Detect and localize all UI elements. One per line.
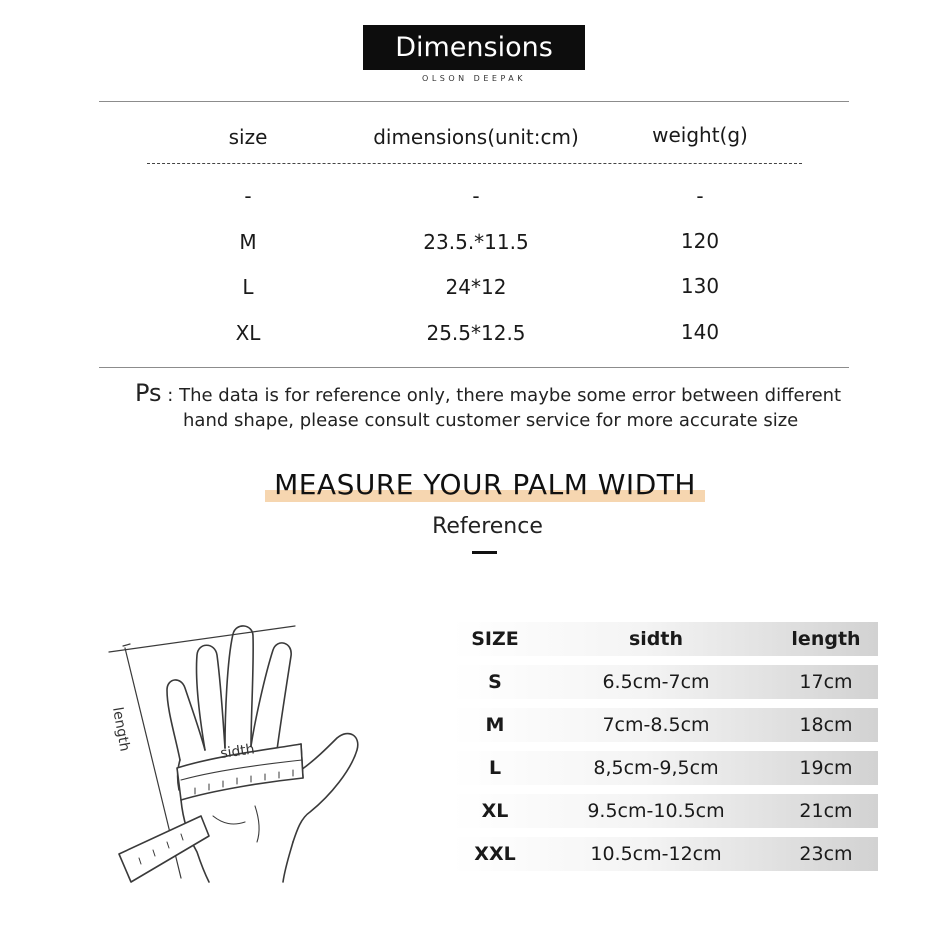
table-cell: 25.5*12.5 (426, 321, 526, 345)
size-cell: XXL (474, 843, 516, 865)
hand-measurement-illustration (105, 620, 375, 890)
size-header: SIZE (471, 628, 519, 650)
width-cell: 6.5cm-7cm (602, 671, 710, 693)
header-dashed-divider (147, 163, 802, 164)
reference-subheading: Reference (432, 514, 543, 539)
brand-name: OLSON DEEPAK (422, 74, 526, 83)
table-cell: M (239, 230, 257, 254)
length-cell: 17cm (799, 671, 853, 693)
size-row (451, 708, 878, 742)
size-row (451, 665, 878, 699)
table-cell: 120 (680, 229, 720, 253)
width-cell: 9.5cm-10.5cm (587, 800, 725, 822)
width-cell: 8,5cm-9,5cm (593, 757, 719, 779)
size-cell: L (488, 757, 502, 779)
table-cell: 140 (680, 320, 720, 344)
size-chart-header (451, 622, 878, 656)
note-line-1: : The data is for reference only, there maybe some error between different (167, 385, 842, 406)
top-divider (99, 101, 849, 102)
width-cell: 7cm-8.5cm (602, 714, 710, 736)
index-finger (251, 643, 291, 750)
size-row (451, 794, 878, 828)
width-header: sidth (628, 628, 684, 650)
pinky-finger (167, 680, 205, 760)
size-row (451, 837, 878, 871)
bottom-divider (99, 367, 849, 368)
size-row (451, 751, 878, 785)
width-cell: 10.5cm-12cm (590, 843, 722, 865)
reference-underline (472, 551, 497, 554)
length-cell: 19cm (799, 757, 853, 779)
middle-finger (225, 626, 253, 748)
width-label: sidth (219, 741, 256, 762)
table-cell: - (696, 184, 704, 208)
size-cell: XL (481, 800, 509, 822)
header-weight: weight(g) (652, 123, 748, 147)
length-guide-top (109, 626, 295, 652)
length-cell: 23cm (799, 843, 853, 865)
size-cell: S (488, 671, 502, 693)
length-label: length (109, 705, 133, 753)
length-cell: 18cm (799, 714, 853, 736)
table-cell: L (242, 275, 254, 299)
table-cell: 23.5.*11.5 (423, 230, 529, 254)
table-cell: 24*12 (445, 275, 507, 299)
reference-note (135, 380, 841, 409)
header-dimensions: dimensions(unit:cm) (373, 125, 579, 149)
length-cell: 21cm (799, 800, 853, 822)
measure-heading: MEASURE YOUR PALM WIDTH (274, 468, 696, 501)
table-cell: - (244, 184, 252, 208)
page-title: Dimensions (363, 25, 585, 70)
header-size: size (228, 125, 268, 149)
length-header: length (791, 628, 861, 650)
thumb (293, 734, 358, 842)
table-cell: 130 (680, 274, 720, 298)
table-cell: XL (235, 321, 261, 345)
table-cell: - (472, 184, 480, 208)
size-cell: M (485, 714, 505, 736)
note-line-2: hand shape, please consult customer service for more accurate size (183, 410, 799, 431)
note-label: Ps (135, 379, 162, 407)
